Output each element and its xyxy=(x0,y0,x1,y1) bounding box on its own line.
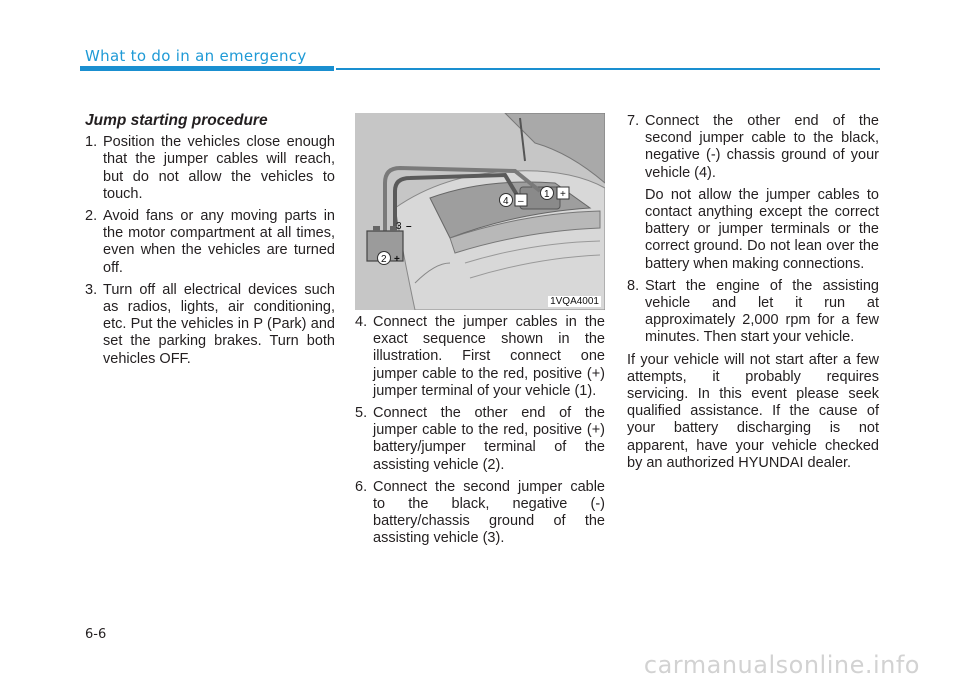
callout-number: 4 xyxy=(503,196,509,207)
step-number: 1. xyxy=(85,134,98,151)
step-number: 2. xyxy=(85,208,98,225)
engine-bay-drawing xyxy=(355,113,605,310)
step-number: 3. xyxy=(85,281,98,298)
step-text: Connect the second jumper cable to the black, negative (-) battery/chassis ground of the assisting vehicle (3). xyxy=(373,478,605,547)
step-item xyxy=(627,278,879,347)
step-item xyxy=(627,113,879,182)
section-title: What to do in an emergency xyxy=(85,47,307,65)
callout-sign: – xyxy=(406,221,412,232)
step-number: 8. xyxy=(627,277,640,294)
callout-sign: + xyxy=(560,189,566,200)
step-item xyxy=(85,282,335,368)
step-text: Position the vehicles close enough that the jumper cables will reach, but do not allow the vehicles to touch. xyxy=(103,134,335,202)
header-rule-thick xyxy=(80,66,334,71)
procedure-heading: Jump starting procedure xyxy=(85,112,268,129)
step-number: 4. xyxy=(355,314,368,330)
callout-number: 2 xyxy=(381,254,387,265)
step-item xyxy=(85,208,335,277)
step-item xyxy=(355,479,605,548)
middle-column xyxy=(355,314,605,553)
step-item xyxy=(355,405,605,474)
site-watermark: carmanualsonline.info xyxy=(643,651,920,679)
page-number: 6-6 xyxy=(85,627,107,642)
step-text: Avoid fans or any moving parts in the motor compartment at all times, even when the vehicles are turned off. xyxy=(103,208,335,276)
step-note: Do not allow the jumper cables to contact anything except the correct battery or jumper terminals or the correct ground. Do not lean over the battery when making connections. xyxy=(645,186,879,272)
left-column xyxy=(85,112,335,373)
callout-number: 1 xyxy=(544,189,550,200)
step-item xyxy=(85,134,335,203)
step-text: Connect the other end of the second jumper cable to the black, negative (-) chassis ground of your vehicle (4). xyxy=(645,113,879,181)
step-number: 7. xyxy=(627,113,640,129)
step-number: 6. xyxy=(355,478,368,495)
step-text: Start the engine of the assisting vehicle and let it run at approximately 2,000 rpm for a few minutes. Then start your vehicle. xyxy=(645,277,879,346)
step-number: 5. xyxy=(355,405,368,422)
jump-start-illustration xyxy=(355,113,605,310)
figure-code: 1VQA4001 xyxy=(550,296,599,307)
step-item xyxy=(355,314,605,400)
closing-paragraph: If your vehicle will not start after a few attempts, it probably requires servicing. In this event please seek qualified assistance. If the cause of your battery discharging is not apparent, have your vehicle checked by an authorized HYUNDAI dealer. xyxy=(627,351,879,471)
header-rule-thin xyxy=(336,68,880,70)
step-text: Turn off all electrical devices such as radios, lights, air conditioning, etc. Put the vehicles in P (Park) and set the parking brakes. Turn both vehicles OFF. xyxy=(103,281,335,367)
callout-sign: + xyxy=(394,254,400,265)
callout-number: 3 xyxy=(396,221,402,232)
step-text: Connect the other end of the jumper cable to the red, positive (+) battery/jumper terminal of the assisting vehicle (2). xyxy=(373,405,605,473)
callout-sign: – xyxy=(518,196,524,207)
step-text: Connect the jumper cables in the exact sequence shown in the illustration. First connect one jumper cable to the red, positive (+) jumper terminal of your vehicle (1). xyxy=(373,314,605,399)
right-column xyxy=(627,113,879,477)
